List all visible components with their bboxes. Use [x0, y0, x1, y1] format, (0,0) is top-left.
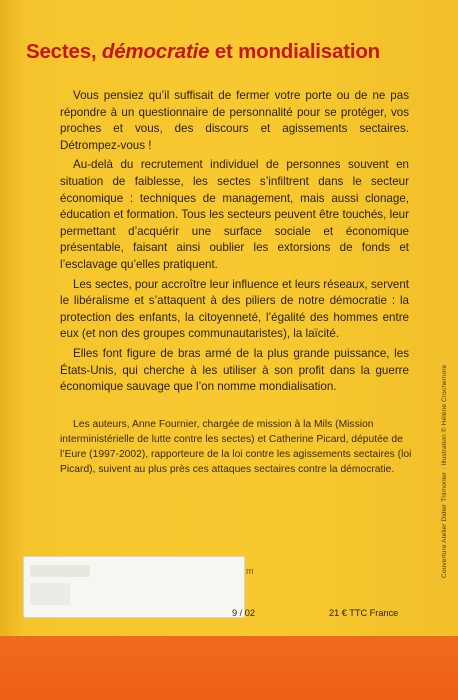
authors-paragraph: Les auteurs, Anne Fournier, chargée de mission à la Mils (Mission interministérielle de lutte contre les sectes) et Catherine Picard, députée de l’Eure (1997-2002), rapporteure de la loi contre les agissements sectaires (loi Picard), suivent au plus près ces attaques sectaires contre la démocratie.	[60, 419, 412, 476]
title-part-1: Sectes,	[26, 40, 102, 63]
price-label: 21 € TTC France	[329, 608, 399, 618]
blurb-text	[60, 88, 409, 399]
cover-credit: Couverture Atelier Didier Thimonier · Illustration © Hélène Crochemore	[441, 364, 448, 578]
blurb-paragraph: Elles font figure de bras armé de la plus grande puissance, les États-Unis, qui cherche à les utiliser à son profit dans la guerre économique sauvage que l’on nomme mondialisation.	[60, 346, 409, 394]
sticker-print-residue	[30, 583, 70, 605]
authors-bio	[60, 417, 412, 477]
sticker-text-fragment: m	[246, 566, 254, 576]
blurb-paragraph: Les sectes, pour accroître leur influence et leurs réseaux, servent le libéralisme et s’attaquent à des piliers de notre démocratie : la protection des enfants, la citoyenneté, l’égalité des hommes entre eux (et non des groupes communautaristes), la laïcité.	[60, 277, 409, 341]
cover-title	[26, 40, 436, 64]
blurb-paragraph: Au-delà du recrutement individuel de personnes souvent en situation de faiblesse, les sectes s’infiltrent dans le secteur économique : techniques de management, mais aussi clonage, éducation et formation. Tous les secteurs peuvent être touchés, leur permettant d’acquérir une surface sociale et économique présentable, faisant ainsi oublier les extorsions de fonds et l’esclavage qu’elles pratiquent.	[60, 158, 409, 271]
title-part-3: et	[209, 40, 239, 63]
barcode-sticker	[23, 556, 245, 618]
title-part-2: démocratie	[101, 40, 210, 63]
title-part-4: mondialisation	[238, 40, 380, 63]
bottom-color-band	[0, 636, 458, 700]
edition-code: 9 / 02	[232, 608, 255, 618]
sticker-print-residue	[30, 565, 90, 577]
blurb-paragraph: Vous pensiez qu’il suffisait de fermer votre porte ou de ne pas répondre à un questionnaire de personnalité pour se protéger, vos proches et vous, des discours et agissements sectaires. Détrompez-vous !	[60, 89, 409, 152]
